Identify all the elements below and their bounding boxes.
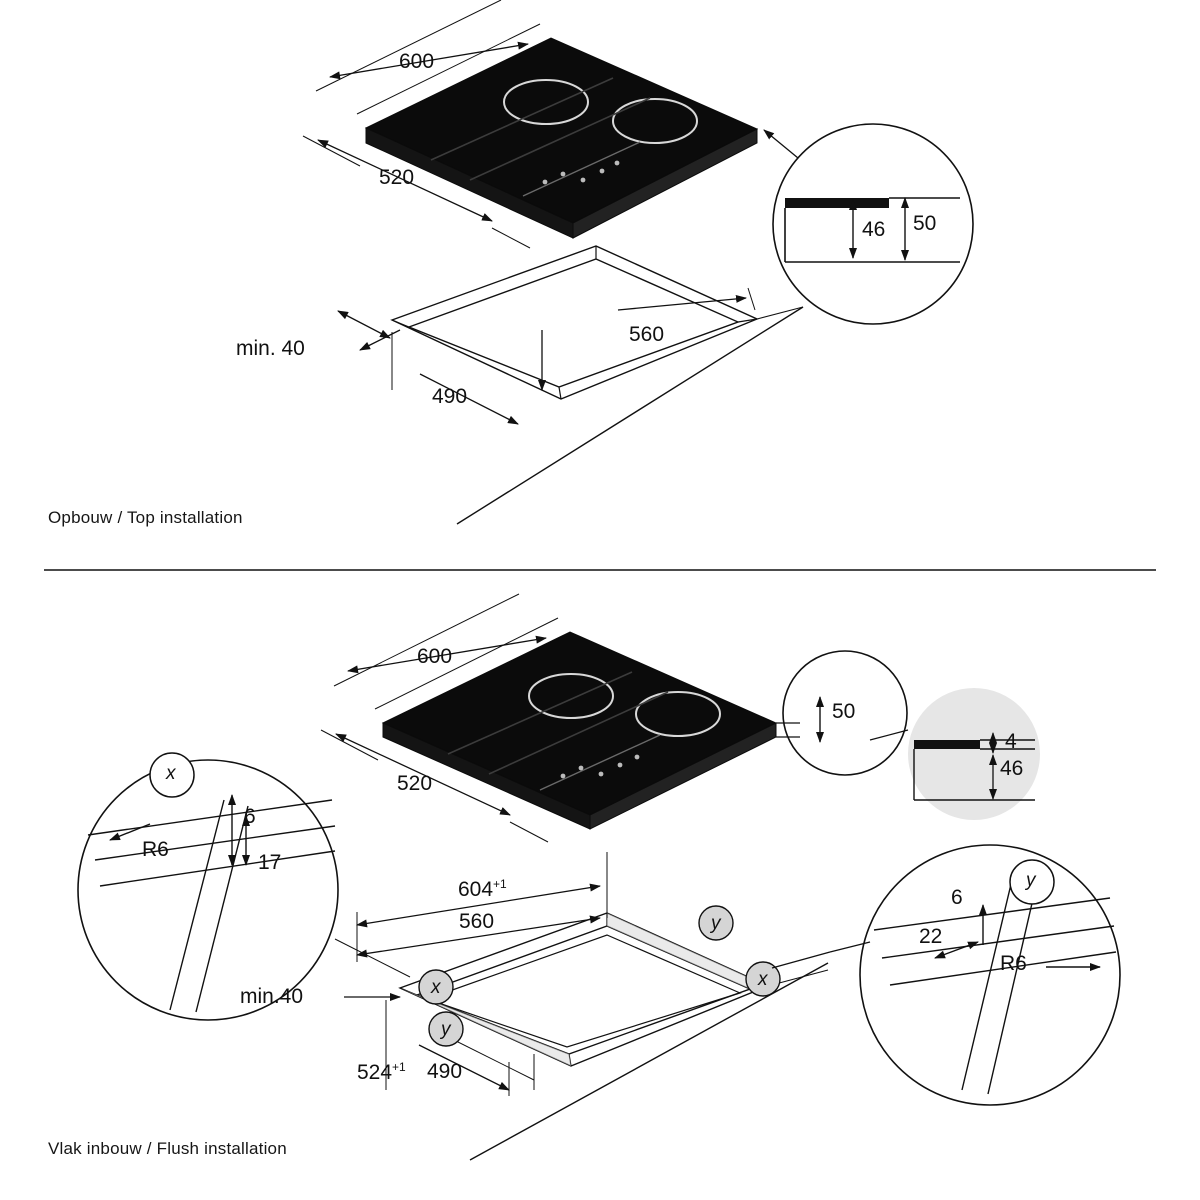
dim-top-cutout-width: 560 <box>629 323 665 346</box>
detail-x-label: x <box>166 763 176 784</box>
dim-top-detail-outer: 50 <box>913 212 937 235</box>
marker-y-bottom: y <box>441 1019 451 1040</box>
dim-detail-x-width: 17 <box>258 851 282 874</box>
dim-flush-clearance: min.40 <box>240 985 304 1008</box>
dim-flush-rebate-depth: 4 <box>1005 730 1017 753</box>
dim-flush-cutout-width: 560 <box>459 910 495 933</box>
caption-flush-installation: Vlak inbouw / Flush installation <box>48 1139 287 1158</box>
dim-flush-cutout-depth-tol-value: 524 <box>357 1061 393 1084</box>
dim-flush-cutout-width-tolerance: +1 <box>493 877 507 891</box>
dim-top-hob-width: 600 <box>399 50 435 73</box>
dim-detail-y-radius: R6 <box>1000 952 1027 975</box>
marker-x-left: x <box>431 977 441 998</box>
marker-y-top: y <box>711 913 721 934</box>
dim-top-clearance: min. 40 <box>236 337 305 360</box>
dim-flush-body-height: 46 <box>1000 757 1024 780</box>
flush-installation-group <box>78 594 1120 1160</box>
dim-top-hob-depth: 520 <box>379 166 415 189</box>
dim-detail-y-depth: 6 <box>951 886 963 909</box>
detail-y-label: y <box>1026 870 1036 891</box>
dim-flush-cutout-width-tol <box>458 877 507 902</box>
dim-detail-x-radius: R6 <box>142 838 169 861</box>
detail-x-bubble <box>78 753 338 1020</box>
top-installation-group <box>303 0 973 524</box>
dim-flush-cutout-depth-tolerance: +1 <box>392 1060 406 1074</box>
dim-top-detail-inner: 46 <box>862 218 886 241</box>
dim-flush-hob-width: 600 <box>417 645 453 668</box>
dim-flush-hob-thickness: 50 <box>832 700 856 723</box>
dim-flush-hob-depth: 520 <box>397 772 433 795</box>
dim-flush-cutout-depth: 490 <box>427 1060 463 1083</box>
detail-y-bubble <box>772 845 1120 1105</box>
dim-flush-cutout-width-tol-value: 604 <box>458 878 494 901</box>
dim-detail-y-width: 22 <box>919 925 943 948</box>
caption-top-installation: Opbouw / Top installation <box>48 508 243 527</box>
dim-detail-x-depth: 6 <box>244 805 256 828</box>
cutout-top-installation <box>392 246 757 399</box>
dim-flush-cutout-depth-tol <box>357 1060 406 1085</box>
dim-top-cutout-depth: 490 <box>432 385 468 408</box>
marker-x-right: x <box>758 969 768 990</box>
